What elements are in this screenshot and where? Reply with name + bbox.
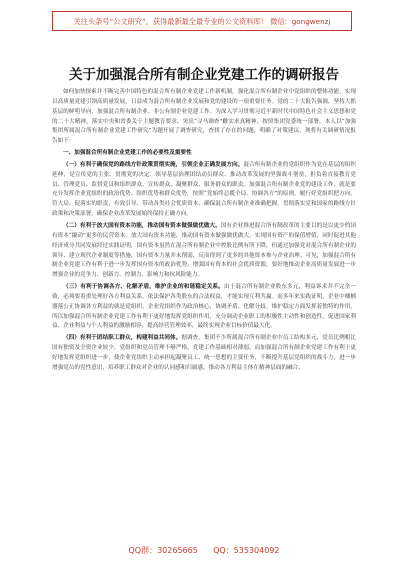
item-lead: （二）有利于放大国有资本功能，推动国有资本做强做优做大。 xyxy=(63,222,221,229)
list-item xyxy=(52,161,356,220)
item-text: 混合所有制企业的党组织作为党在基层的组织延伸，是宣传党的主张、贯彻党的决定、领导基层治理团结动员群众、推动改革发展的坚强战斗堡垒，担负着直接教育党员、管理党员、监督党员和组织群众、宣传群众、凝聚群众、服务群众的职责。加强混合所有制企业党的建设工作，就是要充分发挥企业党组织的政治优势、组织优势和群众优势，按照“党始终总揽全局、协调各方”的原则，履行好党组织把方向、管大局、促落实的职责，有效引导、带动各类社会优质资本，确保混合所有制企业准确把握、贯彻落实党和国家的路线方针政策和决策部署，确保企业改革发展始终保持正确方向。 xyxy=(52,161,356,218)
item-text: 据调查，集团不少所属混合所有制企业中员工结构多元，党员比例相比国有独资及全资企业较少，党组织和党员管理不够严格，党建工作基础相对薄弱，而加强混合所有制企业党建工作有利于更好地发挥党组织进一步，使企业党组织主动承担起凝聚员工、统一思想的主要任务，不断提升基层党组织的战斗力，进一步增强党员的党性意识，培养职工群众对企业的认同感和归属感，推动各方利益主体在精神层面的融合。 xyxy=(52,335,356,371)
item-text: 由于混合所有制企业股东多元，利益诉求并不完全一致，必须要着重处理好各方利益关系，依法保护各类股东的合法权益，才能实现互利共赢。而多年来实践证明，企业中桶桶器落公正协调各方利益的就是党组织。企业党组织作为政治核心，协调矛盾、化解分歧、维护稳定方面发挥着独特的作用，所以加强混合所有制企业党建工作有利于更好地发挥党组织作用，充分调动企业职工的积极性主动性和创造性，促进国家利益、企业利益与个人利益的激励相容，提高经营管理效率，最终实现企业目标价值最大化。 xyxy=(52,284,356,330)
header-banner: 关注头条号“公文研究”，获得最新最全最专业的公文资料库！ 微信：gongwenzj xyxy=(52,11,352,31)
section-heading: 一、加强混合所有制企业党建工作的必要性及重要性 xyxy=(63,150,192,157)
list-item xyxy=(52,283,356,332)
intro-paragraph: 如何加快探索并不断完善中国特色的混合所有制企业党建工作新机制，强化混合所有制企业中党组织的整体功能，实现以高质量党建引领高质量发展，日益成为混合所有制企业发展和党的建设的一项重要任务。党的二十大报告强调，坚持大抓基层的鲜明导向，加强混合所有制企业、非公有制企业党建工作。为深入学习贯彻习近平新时代中国特色社会主义思想和党的二十大精神，落实中央和省委关于主题教育要求，突出“寻马调查”雌实求真精神，按照集团党委统一部署，本人以“加强集团所属混合所有制企业党建工作研究”为题开展了调查研究，查找了存在的问题，明确了对策建议，现将有关调研情况报告如下： xyxy=(52,89,356,145)
list-item xyxy=(52,222,356,281)
document-title: 关于加强混合所有制企业党建工作的调研报告 xyxy=(69,67,339,83)
item-lead: （三）有利于协调各方、化解矛盾，维护企业的和谐稳定关系。 xyxy=(63,284,224,291)
item-lead: （一）有利于确保党的路线方针政策贯彻实施，引领企业正确发展方向。 xyxy=(63,161,244,168)
item-lead: （四）有利于团结职工群众，构建利益共同体。 xyxy=(63,335,182,342)
footer-contact: QQ群：30265665 QQ：535304092 xyxy=(128,546,280,555)
list-item xyxy=(52,334,356,373)
item-text: 国有企业推进混合所有制改革的主要目的是以更少的国有资本“撬动”更多的民营资本，放大国有资本功能，推动国有资本做强做优做大，实现国有资产的保值增值，同时促进其他经济成分共同发展经过实践证明，国有资本虽然在混合所有制企业中控股比例有所下降，但通过加强党对混合所有制企业的领导，建立现代企业制度等措施，国有资本力量并未削弱，反而得到了更多的其他资本参与企业治理。可见，加强混合所有制企业党建工作有利于进一步发挥国有资本的政治优势，增强国有资本的社会优质资源，要好地推动企业高质量发展进一步增强企业的竞争力、创新力、控制力、影响力和抗风险能力。 xyxy=(52,222,356,279)
document-body xyxy=(52,88,356,376)
